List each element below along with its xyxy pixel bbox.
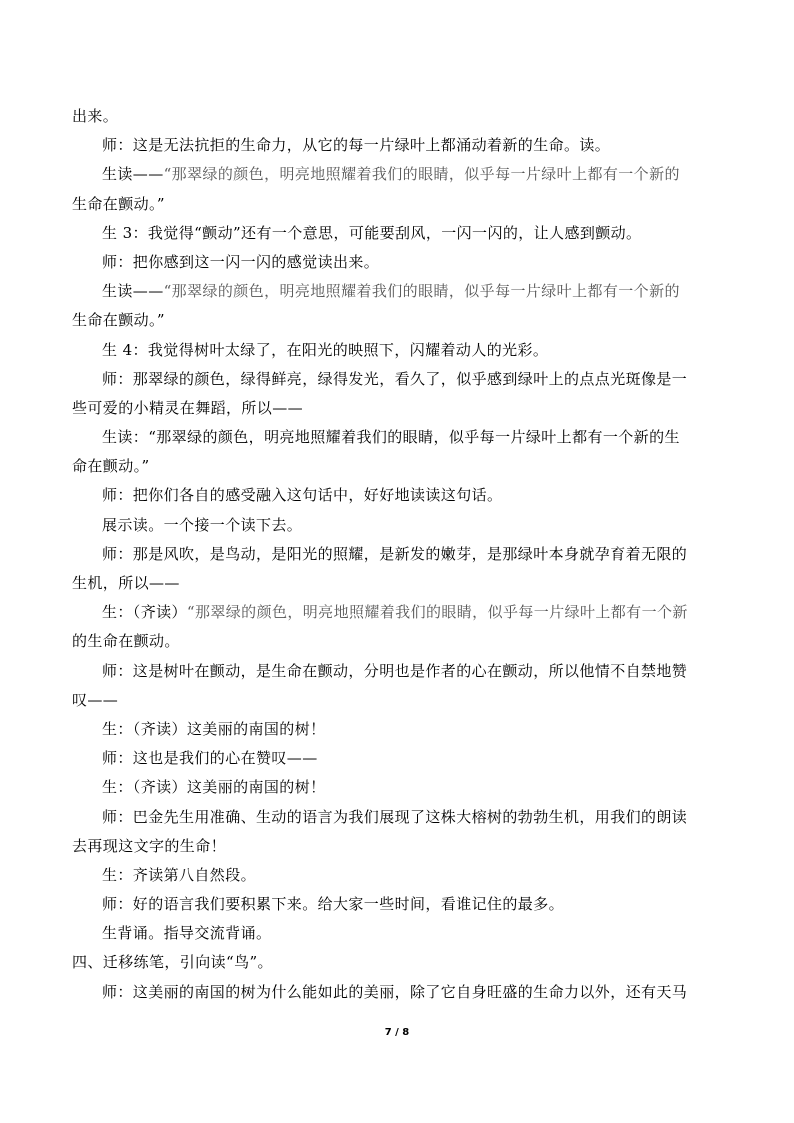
line-text: 师：巴金先生用准确、生动的语言为我们展现了这株大榕树的勃勃生机，用我们的朗读 [102, 807, 688, 826]
text-line [72, 423, 722, 452]
text-line [72, 336, 722, 365]
quoted-text: “那翠绿的颜色，明亮地照耀着我们的眼睛，似乎每一片绿叶上都有一个新 [186, 603, 688, 622]
line-text: 师：这也是我们的心在赞叹—— [102, 749, 318, 768]
text-line [72, 277, 722, 306]
text-line [72, 481, 722, 510]
text-line [72, 365, 722, 394]
line-text: 展示读。一个接一个读下去。 [102, 515, 303, 534]
line-text: 生读—— [102, 282, 164, 301]
line-text: 师：那翠绿的颜色，绿得鲜亮，绿得发光，看久了，似乎感到绿叶上的点点光斑像是一 [102, 369, 688, 388]
text-line [72, 773, 722, 802]
line-text: 生 4：我觉得树叶太绿了，在阳光的映照下，闪耀着动人的光彩。 [102, 340, 549, 359]
text-line [72, 160, 722, 189]
text-line [72, 394, 722, 423]
line-text: 生背诵。指导交流背诵。 [102, 924, 272, 943]
line-text: 师：这是无法抗拒的生命力，从它的每一片绿叶上都涌动着新的生命。读。 [102, 136, 611, 155]
text-line [72, 248, 722, 277]
text-line [72, 744, 722, 773]
text-line [72, 511, 722, 540]
line-text: 师：这是树叶在颤动，是生命在颤动，分明也是作者的心在颤动，所以他情不自禁地赞 [102, 661, 688, 680]
line-text: 生：（齐读） [102, 603, 187, 622]
text-line [72, 978, 722, 1007]
quoted-text: “那翠绿的颜色，明亮地照耀着我们的眼睛，似乎每一片绿叶上都有一个新的 [163, 165, 680, 184]
text-line [72, 832, 722, 861]
line-text: 的生命在颤动。 [72, 632, 180, 651]
text-line [72, 452, 722, 481]
line-text: 生：齐读第八自然段。 [102, 865, 257, 884]
text-line [72, 540, 722, 569]
line-text: 生：（齐读）这美丽的南国的树！ [102, 719, 326, 738]
line-text: 生机，所以—— [72, 574, 180, 592]
line-text: 师：那是风吹，是鸟动，是阳光的照耀，是新发的嫩芽，是那绿叶本身就孕育着无限的 [102, 544, 688, 563]
text-line [72, 569, 722, 598]
line-text: 生：（齐读）这美丽的南国的树！ [102, 778, 326, 797]
line-text: 叹—— [72, 690, 119, 709]
line-text: 出来。 [72, 107, 119, 125]
text-line [72, 102, 722, 131]
body-text [72, 102, 722, 1007]
page-number: 7 / 8 [384, 1027, 410, 1038]
line-text: 生 3：我觉得“颤动”还有一个意思，可能要刮风，一闪一闪的，让人感到颤动。 [102, 223, 642, 242]
quoted-text: “那翠绿的颜色，明亮地照耀着我们的眼睛，似乎每一片绿叶上都有一个新的 [163, 282, 680, 301]
text-line [72, 627, 722, 656]
line-text: 命在颤动。” [72, 457, 150, 476]
line-text: 师：好的语言我们要积累下来。给大家一些时间，看谁记住的最多。 [102, 895, 565, 914]
line-text: 生命在颤动。” [72, 194, 165, 213]
text-line [72, 657, 722, 686]
text-line [72, 861, 722, 890]
text-line [72, 598, 722, 627]
text-line [72, 190, 722, 219]
text-line [72, 219, 722, 248]
text-line [72, 948, 722, 977]
text-line [72, 131, 722, 160]
text-line [72, 890, 722, 919]
line-text: 去再现这文字的生命！ [72, 836, 227, 855]
line-text: 师：这美丽的南国的树为什么能如此的美丽，除了它自身旺盛的生命力以外，还有天马 [102, 982, 688, 1001]
line-text: 师：把你们各自的感受融入这句话中，好好地读读这句话。 [102, 486, 503, 505]
text-line [72, 715, 722, 744]
line-text: 生读—— [102, 165, 164, 184]
text-line [72, 803, 722, 832]
line-text: 生命在颤动。” [72, 311, 165, 330]
line-text: 四、迁移练笔，引向读“鸟”。 [72, 953, 273, 972]
text-line [72, 686, 722, 715]
text-line [72, 919, 722, 948]
line-text: 生读：“那翠绿的颜色，明亮地照耀着我们的眼睛，似乎每一片绿叶上都有一个新的生 [102, 428, 680, 447]
text-line [72, 306, 722, 335]
line-text: 些可爱的小精灵在舞蹈，所以—— [72, 398, 304, 417]
line-text: 师：把你感到这一闪一闪的感觉读出来。 [102, 252, 380, 271]
